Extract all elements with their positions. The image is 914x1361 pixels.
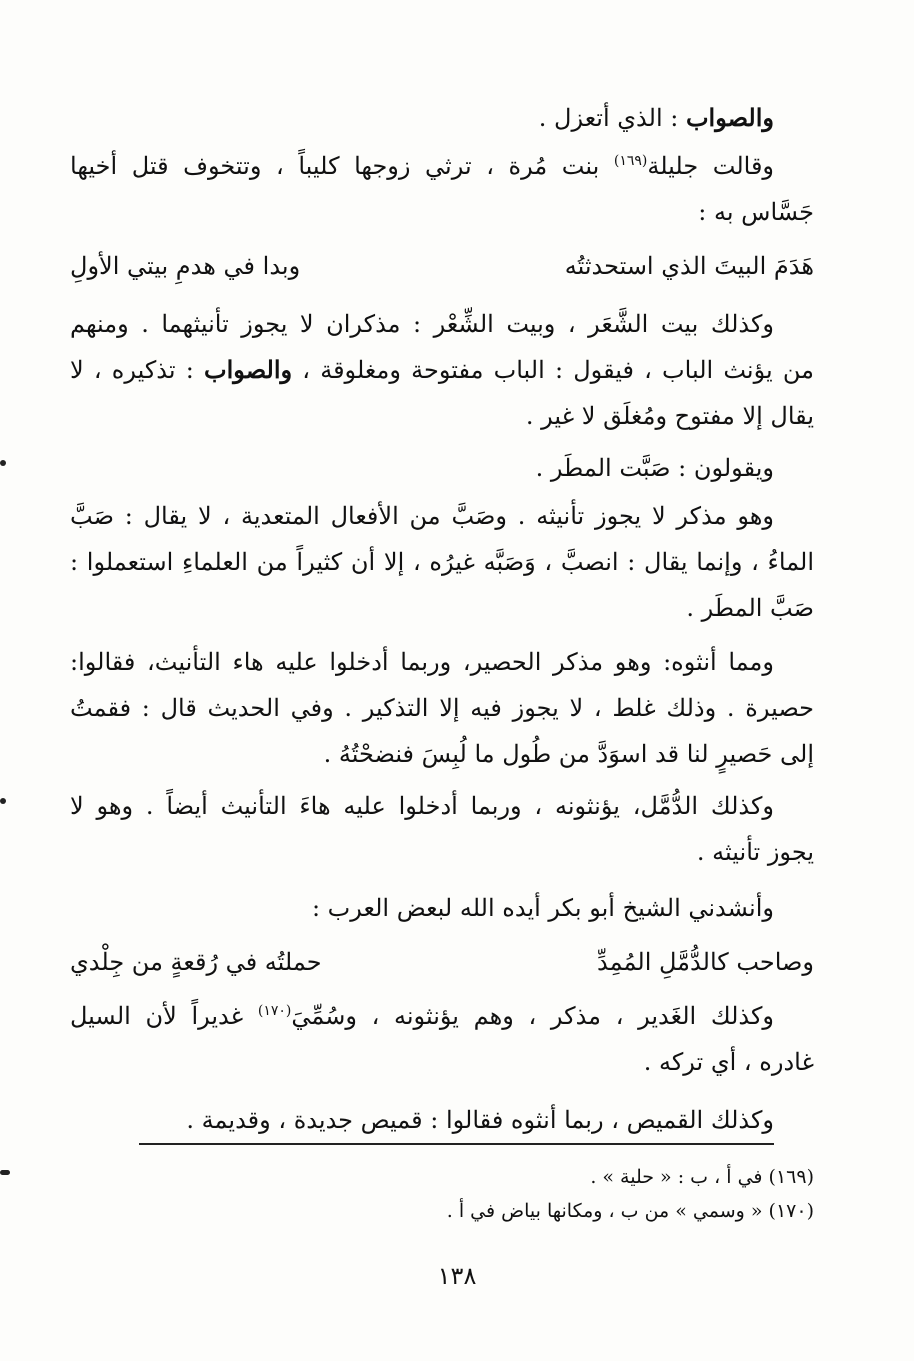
scan-mark bbox=[0, 1170, 10, 1175]
text-line: صَبَّ المطَر . bbox=[686, 594, 814, 622]
text-line: ومما أنثوه: وهو مذكر الحصير، وربما أدخلوا عليه هاء التأنيث، فقالوا: bbox=[70, 648, 774, 676]
text-line: الماءُ ، وإنما يقال : انصبَّ ، وَصَبَّه غيرُه ، إلا أن كثيراً من العلماءِ استعملوا : bbox=[70, 548, 814, 576]
text-line: وهو مذكر لا يجوز تأنيثه . وصَبَّ من الأفعال المتعدية ، لا يقال : صَبَّ bbox=[70, 502, 774, 530]
verse-hemistich-first: وصاحب كالدُّمَّلِ المُمِدِّ bbox=[597, 948, 814, 976]
text-line: يجوز تأنيثه . bbox=[696, 838, 814, 866]
text-line: غادره ، أي تركه . bbox=[643, 1048, 814, 1076]
text-line: وأنشدني الشيخ أبو بكر أيده الله لبعض العرب : bbox=[311, 894, 774, 922]
verse-hemistich-second: وبدا في هدمِ بيتي الأولِ bbox=[70, 252, 301, 280]
scan-mark bbox=[0, 460, 6, 466]
text-line: إلى حَصيرٍ لنا قد اسوَدَّ من طُول ما لُبِسَ فنضحْتُهُ . bbox=[323, 740, 814, 768]
verse-line bbox=[70, 946, 814, 978]
text-line: وقالت جليلة$^{(١٦٩)}$ بنت مُرة ، ترثي زوجها كليباً ، وتتخوف قتل أخيها bbox=[70, 152, 775, 180]
footnote-ref: (١٧٠) bbox=[257, 1003, 292, 1019]
footnote: (١٦٩) في أ ، ب : « حلية » . bbox=[590, 1166, 814, 1188]
text-line: جَسَّاس به : bbox=[698, 198, 814, 226]
footnote-ref: (١٦٩) bbox=[613, 153, 648, 169]
text-line: والصواب : الذي أتعزل . bbox=[538, 103, 774, 132]
verse-line bbox=[70, 250, 814, 282]
footnote: (١٧٠) « وسمي » من ب ، ومكانها بياض في أ . bbox=[446, 1200, 814, 1222]
text-line: وكذلك القميص ، ربما أنثوه فقالوا : قميص جديدة ، وقديمة . bbox=[186, 1106, 774, 1134]
scan-mark bbox=[0, 798, 6, 804]
text-line: ويقولون : صَبَّت المطَر . bbox=[535, 454, 774, 482]
text-line: حصيرة . وذلك غلط ، لا يجوز فيه إلا التذكير . وفي الحديث قال : فقمتُ bbox=[70, 694, 814, 722]
text-line: وكذلك الدُّمَّل، يؤنثونه ، وربما أدخلوا عليه هاءَ التأنيث أيضاً . وهو لا bbox=[70, 792, 774, 820]
verse-hemistich-first: هَدَمَ البيتَ الذي استحدثتُه bbox=[564, 252, 814, 280]
text-line: وكذلك بيت الشَّعَر ، وبيت الشِّعْر : مذكران لا يجوز تأنيثهما . ومنهم bbox=[70, 310, 774, 338]
footnote-divider bbox=[139, 1143, 774, 1145]
page-number: ١٣٨ bbox=[437, 1262, 477, 1290]
text-line: يقال إلا مفتوح ومُغلَق لا غير . bbox=[525, 402, 814, 430]
text-line: من يؤنث الباب ، فيقول : الباب مفتوحة ومغلوقة ، والصواب : تذكيره ، لا bbox=[70, 355, 815, 384]
text-line: وكذلك الغَدير ، مذكر ، وهم يؤنثونه ، وسُمِّيَ$^{(١٧٠)}$ غديراً لأن السيل bbox=[70, 1002, 774, 1030]
verse-hemistich-second: حملتُه في رُقعةٍ من جِلْدي bbox=[70, 948, 322, 976]
